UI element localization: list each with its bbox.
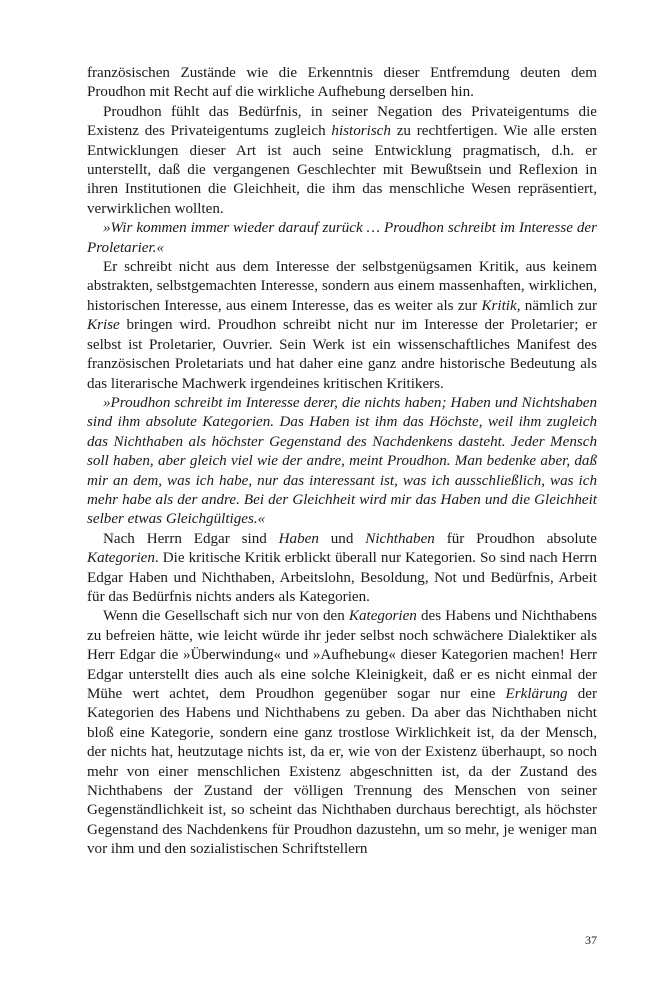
text-segment: . Die kritische Kritik erblickt überall nur Kategorien. So sind nach Herrn Edgar Haben und Nichthaben, Arbeitslohn, Besoldung, Not und Bedürfnis, Arbeit für das Bedürfnis nichts anders als Kategorien. <box>87 550 597 605</box>
paragraph-2 <box>87 103 597 219</box>
text-segment: des Habens und Nichthabens zu befreien hätte, wie leicht würde ihr jeder selbst noch schwächere Dialektiker als Herr Edgar die »Überwindung« und »Aufhebung« dieser Kategorien machen! Herr Edgar unterstellt dies auch als eine solche Kleinigkeit, daß er es nicht einmal der Mühe wert achtet, dem Proudhon gegenüber sogar nur eine <box>87 608 597 702</box>
emphasis-text: Kritik <box>481 297 517 314</box>
text-segment: , nämlich zur <box>516 297 597 314</box>
emphasis-text: Haben <box>278 530 319 547</box>
emphasis-text: historisch <box>331 123 391 140</box>
paragraph-1 <box>87 64 597 103</box>
text-segment: zu rechtfertigen. Wie alle ersten Entwicklungen dieser Art ist auch seine Entwicklung pragmatisch, d.h. er unterstellt, daß die vergangenen Geschlechter mit Bewußtsein und Reflexion in ihren Institutionen die Gleichheit, die ihm das menschliche Wesen repräsentiert, verwirklichen wollten. <box>87 123 597 217</box>
emphasis-text: Nichthaben <box>365 530 435 547</box>
paragraph-3 <box>87 258 597 394</box>
text-segment: und <box>318 530 366 547</box>
text-segment: Nach Herrn Edgar sind <box>103 530 279 547</box>
text-segment: Er schreibt nicht aus dem Interesse der selbstgenügsamen Kritik, aus keinem abstrakten, selbstgemachten Interesse, sondern aus einem massenhaften, wirklichen, historischen Interesse, aus einem Interesse, das es weiter als zur <box>87 259 597 314</box>
text-segment: »Proudhon schreibt im Interesse derer, die nichts haben; Haben und Nichtshaben sind ihm absolute Kategorien. Das Haben ist ihm das Höchste, weil ihm zugleich das Nichthaben als höchster Gegenstand des Nachdenkens dasteht. Jeder Mensch soll haben, aber gleich viel wie der andre, meint Proudhon. Man bedenke aber, daß mir an dem, was ich habe, nur das interessant ist, was ich ausschließlich, was ich mehr habe als der andre. Bei der Gleichheit wird mir das Haben und die Gleichheit selber etwas Gleichgültiges.« <box>87 394 597 528</box>
text-segment: für Proudhon absolute <box>434 530 597 547</box>
emphasis-text: Krise <box>87 317 120 334</box>
emphasis-text: Kategorien <box>87 550 155 567</box>
quote-1 <box>87 219 597 258</box>
text-segment: der Kategorien des Habens und Nichthabens zu geben. Da aber das Nichthaben nicht bloß eine Kategorie, sondern eine ganz trostlose Wirklichkeit ist, da der Mensch, der nichts hat, heutzutage nichts ist, da er, wie von der Existenz überhaupt, so noch mehr von einer menschlichen Existenz abgeschnitten ist, da der Zustand des Nichthabens der Zustand der völligen Trennung des Menschen von seiner Gegenständlichkeit ist, so scheint das Nichthaben durchaus berechtigt, als höchster Gegenstand des Nachdenkens für Proudhon dazustehn, um so mehr, je weniger man vor ihm und den sozialistischen Schriftstellern <box>87 686 597 858</box>
text-segment: »Wir kommen immer wieder darauf zurück … Proudhon schreibt im Interesse der Proletarier.« <box>87 220 597 256</box>
paragraph-4 <box>87 530 597 608</box>
emphasis-text: Kategorien <box>348 608 417 625</box>
text-segment: Wenn die Gesellschaft sich nur von den <box>103 608 349 625</box>
paragraph-5 <box>87 607 597 859</box>
text-segment: französischen Zustände wie die Erkenntnis dieser Entfremdung deuten dem Proudhon mit Recht auf die wirkliche Aufhebung derselben hin. <box>87 65 597 101</box>
page-number: 37 <box>585 933 597 947</box>
text-segment: Proudhon fühlt das Bedürfnis, in seiner Negation des Privateigentums die Existenz des Privateigentums zugleich <box>87 103 597 140</box>
page-body <box>87 64 597 860</box>
text-segment: bringen wird. Proudhon schreibt nicht nur im Interesse der Proletarier; er selbst ist Proletarier, Ouvrier. Sein Werk ist ein wissenschaftliches Manifest des französischen Proletariats und hat daher eine ganz andre historische Bedeutung als das literarische Machwerk irgendeines kritischen Kritikers. <box>87 317 597 392</box>
quote-2 <box>87 394 597 530</box>
emphasis-text: Erklärung <box>505 686 568 702</box>
